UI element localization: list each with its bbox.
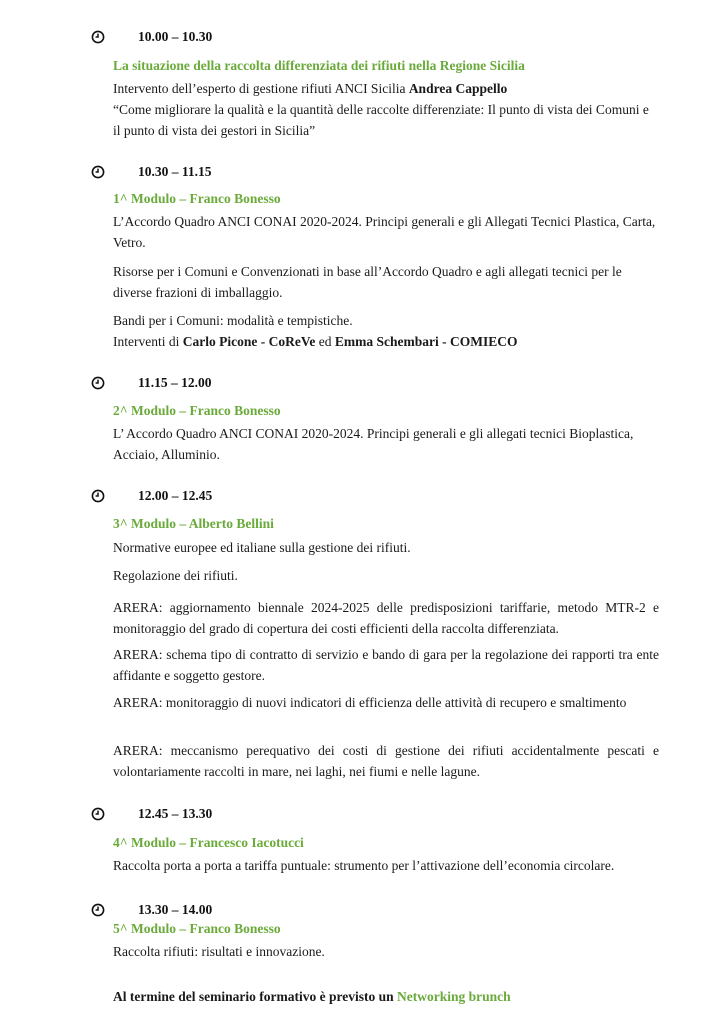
time-slot-2 — [0, 163, 724, 183]
time-label: 12.45 – 13.30 — [138, 806, 213, 821]
time-slot-5 — [0, 805, 724, 825]
time-label: 10.30 – 11.15 — [138, 164, 212, 179]
module-paragraph — [113, 310, 659, 352]
clock-icon — [91, 489, 105, 503]
module-paragraph: ARERA: monitoraggio di nuovi indicatori di efficienza delle attività di recupero e smaltimento — [113, 695, 627, 710]
time-label: 11.15 – 12.00 — [138, 375, 212, 390]
closing-note — [113, 986, 659, 1007]
intro-text: Intervento dell’esperto di gestione rifiuti ANCI Sicilia — [113, 81, 409, 96]
module-title: 2^ Modulo – Franco Bonesso — [113, 403, 281, 418]
paragraph-text: ed — [315, 334, 335, 349]
module-paragraph: Raccolta porta a porta a tariffa puntuale: strumento per l’attivazione dell’economia circolare. — [113, 858, 615, 873]
time-label: 13.30 – 14.00 — [138, 902, 213, 917]
module-paragraph: L’ Accordo Quadro ANCI CONAI 2020-2024. Principi generali e gli allegati tecnici Bioplastica, Acciaio, Alluminio. — [113, 426, 634, 462]
module-paragraph: Raccolta rifiuti: risultati e innovazione. — [113, 944, 325, 959]
module-paragraph: Regolazione dei rifiuti. — [113, 568, 238, 583]
session-quote: “Come migliorare la qualità e la quantità delle raccolte differenziate: Il punto di vista dei Comuni e il punto di vista dei gestori in Sicilia” — [113, 102, 649, 138]
module-paragraph: ARERA: meccanismo perequativo dei costi di gestione dei rifiuti accidentalmente pescati e volontariamente raccolti in mare, nei laghi, nei fiumi e nelle lagune. — [113, 743, 659, 779]
session-title: La situazione della raccolta differenziata dei rifiuti nella Regione Sicilia — [113, 58, 525, 73]
speaker-name: Carlo Picone - CoReVe — [182, 334, 316, 349]
clock-icon — [91, 807, 105, 821]
time-slot-1 — [0, 28, 724, 48]
time-label: 12.00 – 12.45 — [138, 488, 213, 503]
module-title: 3^ Modulo – Alberto Bellini — [113, 516, 274, 531]
clock-icon — [91, 376, 105, 390]
module-paragraph: Risorse per i Comuni e Convenzionati in base all’Accordo Quadro e agli allegati tecnici per le diverse frazioni di imballaggio. — [113, 264, 622, 300]
paragraph-text: Bandi per i Comuni: modalità e tempistiche. — [113, 313, 353, 328]
time-slot-6 — [0, 901, 724, 921]
clock-icon — [91, 903, 105, 917]
module-paragraph: ARERA: schema tipo di contratto di servizio e bando di gara per la regolazione dei rapporti tra ente affidante e soggetto gestore. — [113, 647, 659, 683]
networking-brunch: Networking brunch — [396, 989, 511, 1004]
paragraph-text: Interventi di — [113, 334, 183, 349]
clock-icon — [91, 30, 105, 44]
module-title: 5^ Modulo – Franco Bonesso — [113, 921, 281, 936]
module-paragraph: ARERA: aggiornamento biennale 2024-2025 delle predisposizioni tariffarie, metodo MTR-2 e monitoraggio del grado di copertura dei costi efficienti della raccolta differenziata. — [113, 600, 659, 636]
module-title: 4^ Modulo – Francesco Iacotucci — [113, 835, 304, 850]
session-intro — [113, 78, 659, 141]
time-slot-3 — [0, 374, 724, 394]
closing-text: Al termine del seminario formativo è previsto un — [113, 989, 397, 1004]
speaker-name: Andrea Cappello — [408, 81, 508, 96]
module-title: 1^ Modulo – Franco Bonesso — [113, 191, 281, 206]
time-label: 10.00 – 10.30 — [138, 29, 213, 44]
speaker-name: Emma Schembari - COMIECO — [334, 334, 518, 349]
module-paragraph: Normative europee ed italiane sulla gestione dei rifiuti. — [113, 540, 411, 555]
module-paragraph: L’Accordo Quadro ANCI CONAI 2020-2024. Principi generali e gli Allegati Tecnici Plastica, Carta, Vetro. — [113, 214, 656, 250]
time-slot-4 — [0, 487, 724, 507]
clock-icon — [91, 165, 105, 179]
